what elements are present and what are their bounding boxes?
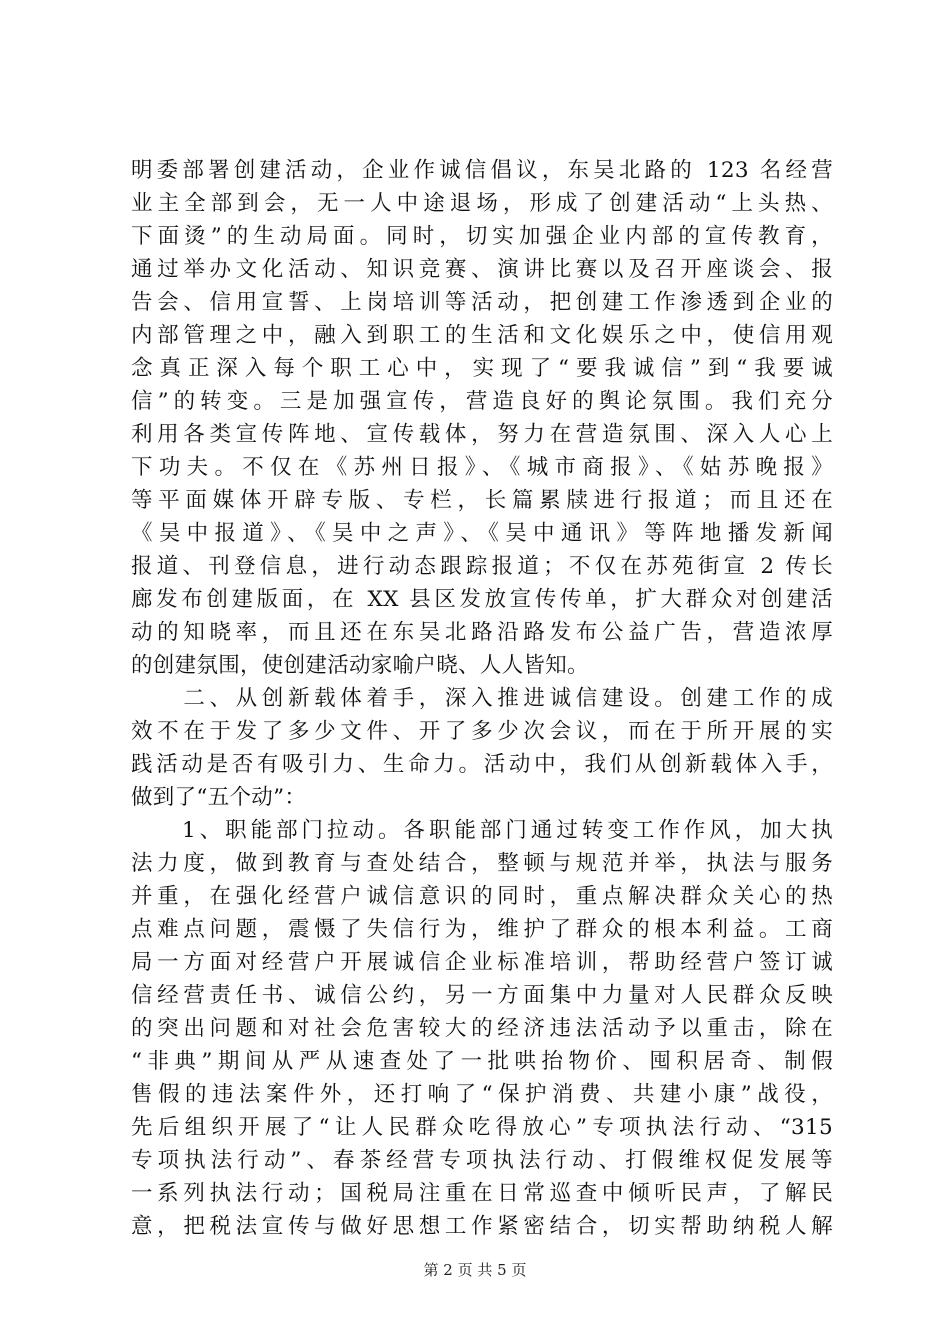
text-line: 念真正深入每个职工心中，实现了“要我诚信”到“我要诚	[131, 356, 833, 381]
text-line: 内部管理之中，融入到职工的生活和文化娱乐之中，使信用观	[131, 323, 833, 348]
text-line: 局一方面对经营户开展诚信企业标准培训，帮助经营户签订诚	[131, 950, 833, 975]
text-line: 意，把税法宣传与做好思想工作紧密结合，切实帮助纳税人解	[131, 1214, 833, 1239]
text-line: 的突出问题和对社会危害较大的经济违法活动予以重击，除在	[131, 1016, 833, 1041]
text-line: 专项执法行动”、春茶经营专项执法行动、打假维权促发展等	[131, 1148, 833, 1173]
text-line: 下面烫”的生动局面。同时，切实加强企业内部的宣传教育，	[131, 224, 833, 249]
text-line: “非典”期间从严从速查处了一批哄抬物价、囤积居奇、制假	[131, 1049, 833, 1074]
text-line: 告会、信用宣誓、上岗培训等活动，把创建工作渗透到企业的	[131, 290, 833, 315]
text-line: 的创建氛围，使创建活动家喻户晓、人人皆知。	[131, 653, 589, 678]
text-line: 先后组织开展了“让人民群众吃得放心”专项执法行动、“315	[131, 1115, 833, 1140]
text-line: 信”的转变。三是加强宣传，营造良好的舆论氛围。我们充分	[131, 389, 833, 414]
text-line: 利用各类宣传阵地、宣传载体，努力在营造氛围、深入人心上	[131, 422, 833, 447]
text-line: 动的知晓率，而且还在东吴北路沿路发布公益广告，营造浓厚	[131, 620, 833, 645]
text-line: 下功夫。不仅在《苏州日报》、《城市商报》、《姑苏晚报》	[131, 455, 833, 480]
text-line: 二、从创新载体着手，深入推进诚信建设。创建工作的成	[131, 686, 833, 711]
text-line: 效不在于发了多少文件、开了多少次会议，而在于所开展的实	[131, 719, 833, 744]
text-line: 廊发布创建版面，在 XX 县区发放宣传传单，扩大群众对创建活	[131, 587, 833, 612]
text-line: 《吴中报道》、《吴中之声》、《吴中通讯》等阵地播发新闻	[131, 521, 833, 546]
text-line: 通过举办文化活动、知识竞赛、演讲比赛以及召开座谈会、报	[131, 257, 833, 282]
body-text	[131, 154, 833, 1243]
text-line: 1、职能部门拉动。各职能部门通过转变工作作风，加大执	[131, 818, 833, 843]
text-line: 法力度，做到教育与查处结合，整顿与规范并举，执法与服务	[131, 851, 833, 876]
text-line: 明委部署创建活动，企业作诚信倡议，东吴北路的 123 名经营	[131, 158, 833, 183]
text-line: 践活动是否有吸引力、生命力。活动中，我们从创新载体入手，	[131, 752, 833, 777]
text-line: 并重，在强化经营户诚信意识的同时，重点解决群众关心的热	[131, 884, 833, 909]
text-line: 等平面媒体开辟专版、专栏，长篇累牍进行报道；而且还在	[131, 488, 833, 513]
text-line: 报道、刊登信息，进行动态跟踪报道；不仅在苏苑街宣 2 传长	[131, 554, 833, 579]
text-line: 做到了“五个动”：	[131, 785, 307, 810]
text-line: 售假的违法案件外，还打响了“保护消费、共建小康”战役，	[131, 1082, 833, 1107]
text-line: 点难点问题，震慑了失信行为，维护了群众的根本利益。工商	[131, 917, 833, 942]
page-number-footer: 第 2 页 共 5 页	[423, 1261, 527, 1279]
text-line: 一系列执法行动；国税局注重在日常巡查中倾听民声，了解民	[131, 1181, 833, 1206]
text-line: 信经营责任书、诚信公约，另一方面集中力量对人民群众反映	[131, 983, 833, 1008]
text-line: 业主全部到会，无一人中途退场，形成了创建活动“上头热、	[131, 191, 833, 216]
